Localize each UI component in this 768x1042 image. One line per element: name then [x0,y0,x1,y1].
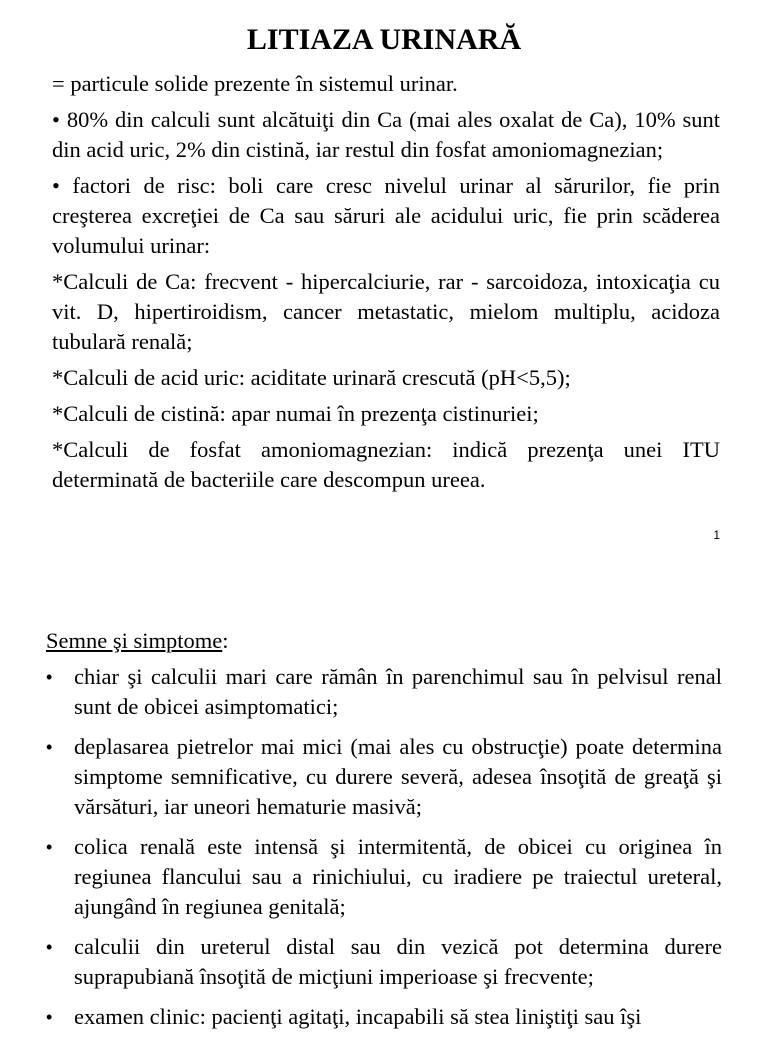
list-item [46,932,722,992]
list-item-text: colica renală este intensă şi intermitentă, de obicei cu originea în regiunea flancului sau a rinichiului, cu iradiere pe traiectul ureteral, ajungând în regiunea genitală; [74,834,722,919]
list-item [46,662,722,722]
bullet-paragraph [52,105,720,165]
definition-text: = particule solide prezente în sistemul urinar. [52,71,458,96]
section-heading-colon: : [222,628,229,653]
calculi-item: *Calculi de Ca: frecvent - hipercalciurie, rar - sarcoidoza, intoxicaţia cu vit. D, hipertiroidism, cancer metastatic, mielom multiplu, acidoza tubulară renală; [52,269,720,354]
list-item [46,732,722,822]
list-item [46,832,722,922]
bullet-icon: • [46,667,53,687]
bullet-icon: • [46,737,53,757]
slide-2 [0,560,768,1029]
bullet-icon: • [46,937,53,957]
section-heading [46,626,229,656]
list-item-text: examen clinic: pacienţi agitaţi, incapabili să stea liniştiţi sau îşi [74,1004,642,1029]
bullet-icon: • [46,1007,53,1027]
list-item-text: chiar şi calculii mari care rămân în parenchimul sau în pelvisul renal sunt de obicei asimptomatici; [74,664,722,719]
list-item [46,1002,722,1032]
bullet-icon: • [52,173,60,198]
symptoms-list [46,662,722,1042]
calculi-item: *Calculi de cistină: apar numai în prezenţa cistinuriei; [52,401,539,426]
page-title: LITIAZA URINARĂ [246,23,522,56]
list-item-text: deplasarea pietrelor mai mici (mai ales cu obstrucţie) poate determina simptome semnificative, cu durere severă, adesea însoţită de greaţă şi vărsături, iar uneori hematurie masivă; [74,734,722,819]
page-number: 1 [713,528,720,542]
slide-1-body [52,69,720,501]
bullet-icon: • [52,107,60,132]
bullet-text: 80% din calculi sunt alcătuiţi din Ca (mai ales oxalat de Ca), 10% sunt din acid uric, 2% din cistină, iar restul din fosfat amoniomagnezian; [52,107,721,162]
bullet-paragraph [52,171,720,261]
section-heading-text: Semne şi simptome [46,628,223,653]
bullet-text: factori de risc: boli care cresc nivelul urinar al sărurilor, fie prin creşterea excreţiei de Ca sau săruri ale acidului uric, fie prin scăderea volumului urinar: [52,173,720,258]
calculi-item: *Calculi de acid uric: aciditate urinară crescută (pH<5,5); [52,365,571,390]
list-item-text: calculii din ureterul distal sau din vezică pot determina durere suprapubiană însoţită de micţiuni imperioase şi frecvente; [74,934,722,989]
bullet-icon: • [46,837,53,857]
calculi-item: *Calculi de fosfat amoniomagnezian: indică prezenţa unei ITU determinată de bacteriile care descompun ureea. [52,437,720,492]
